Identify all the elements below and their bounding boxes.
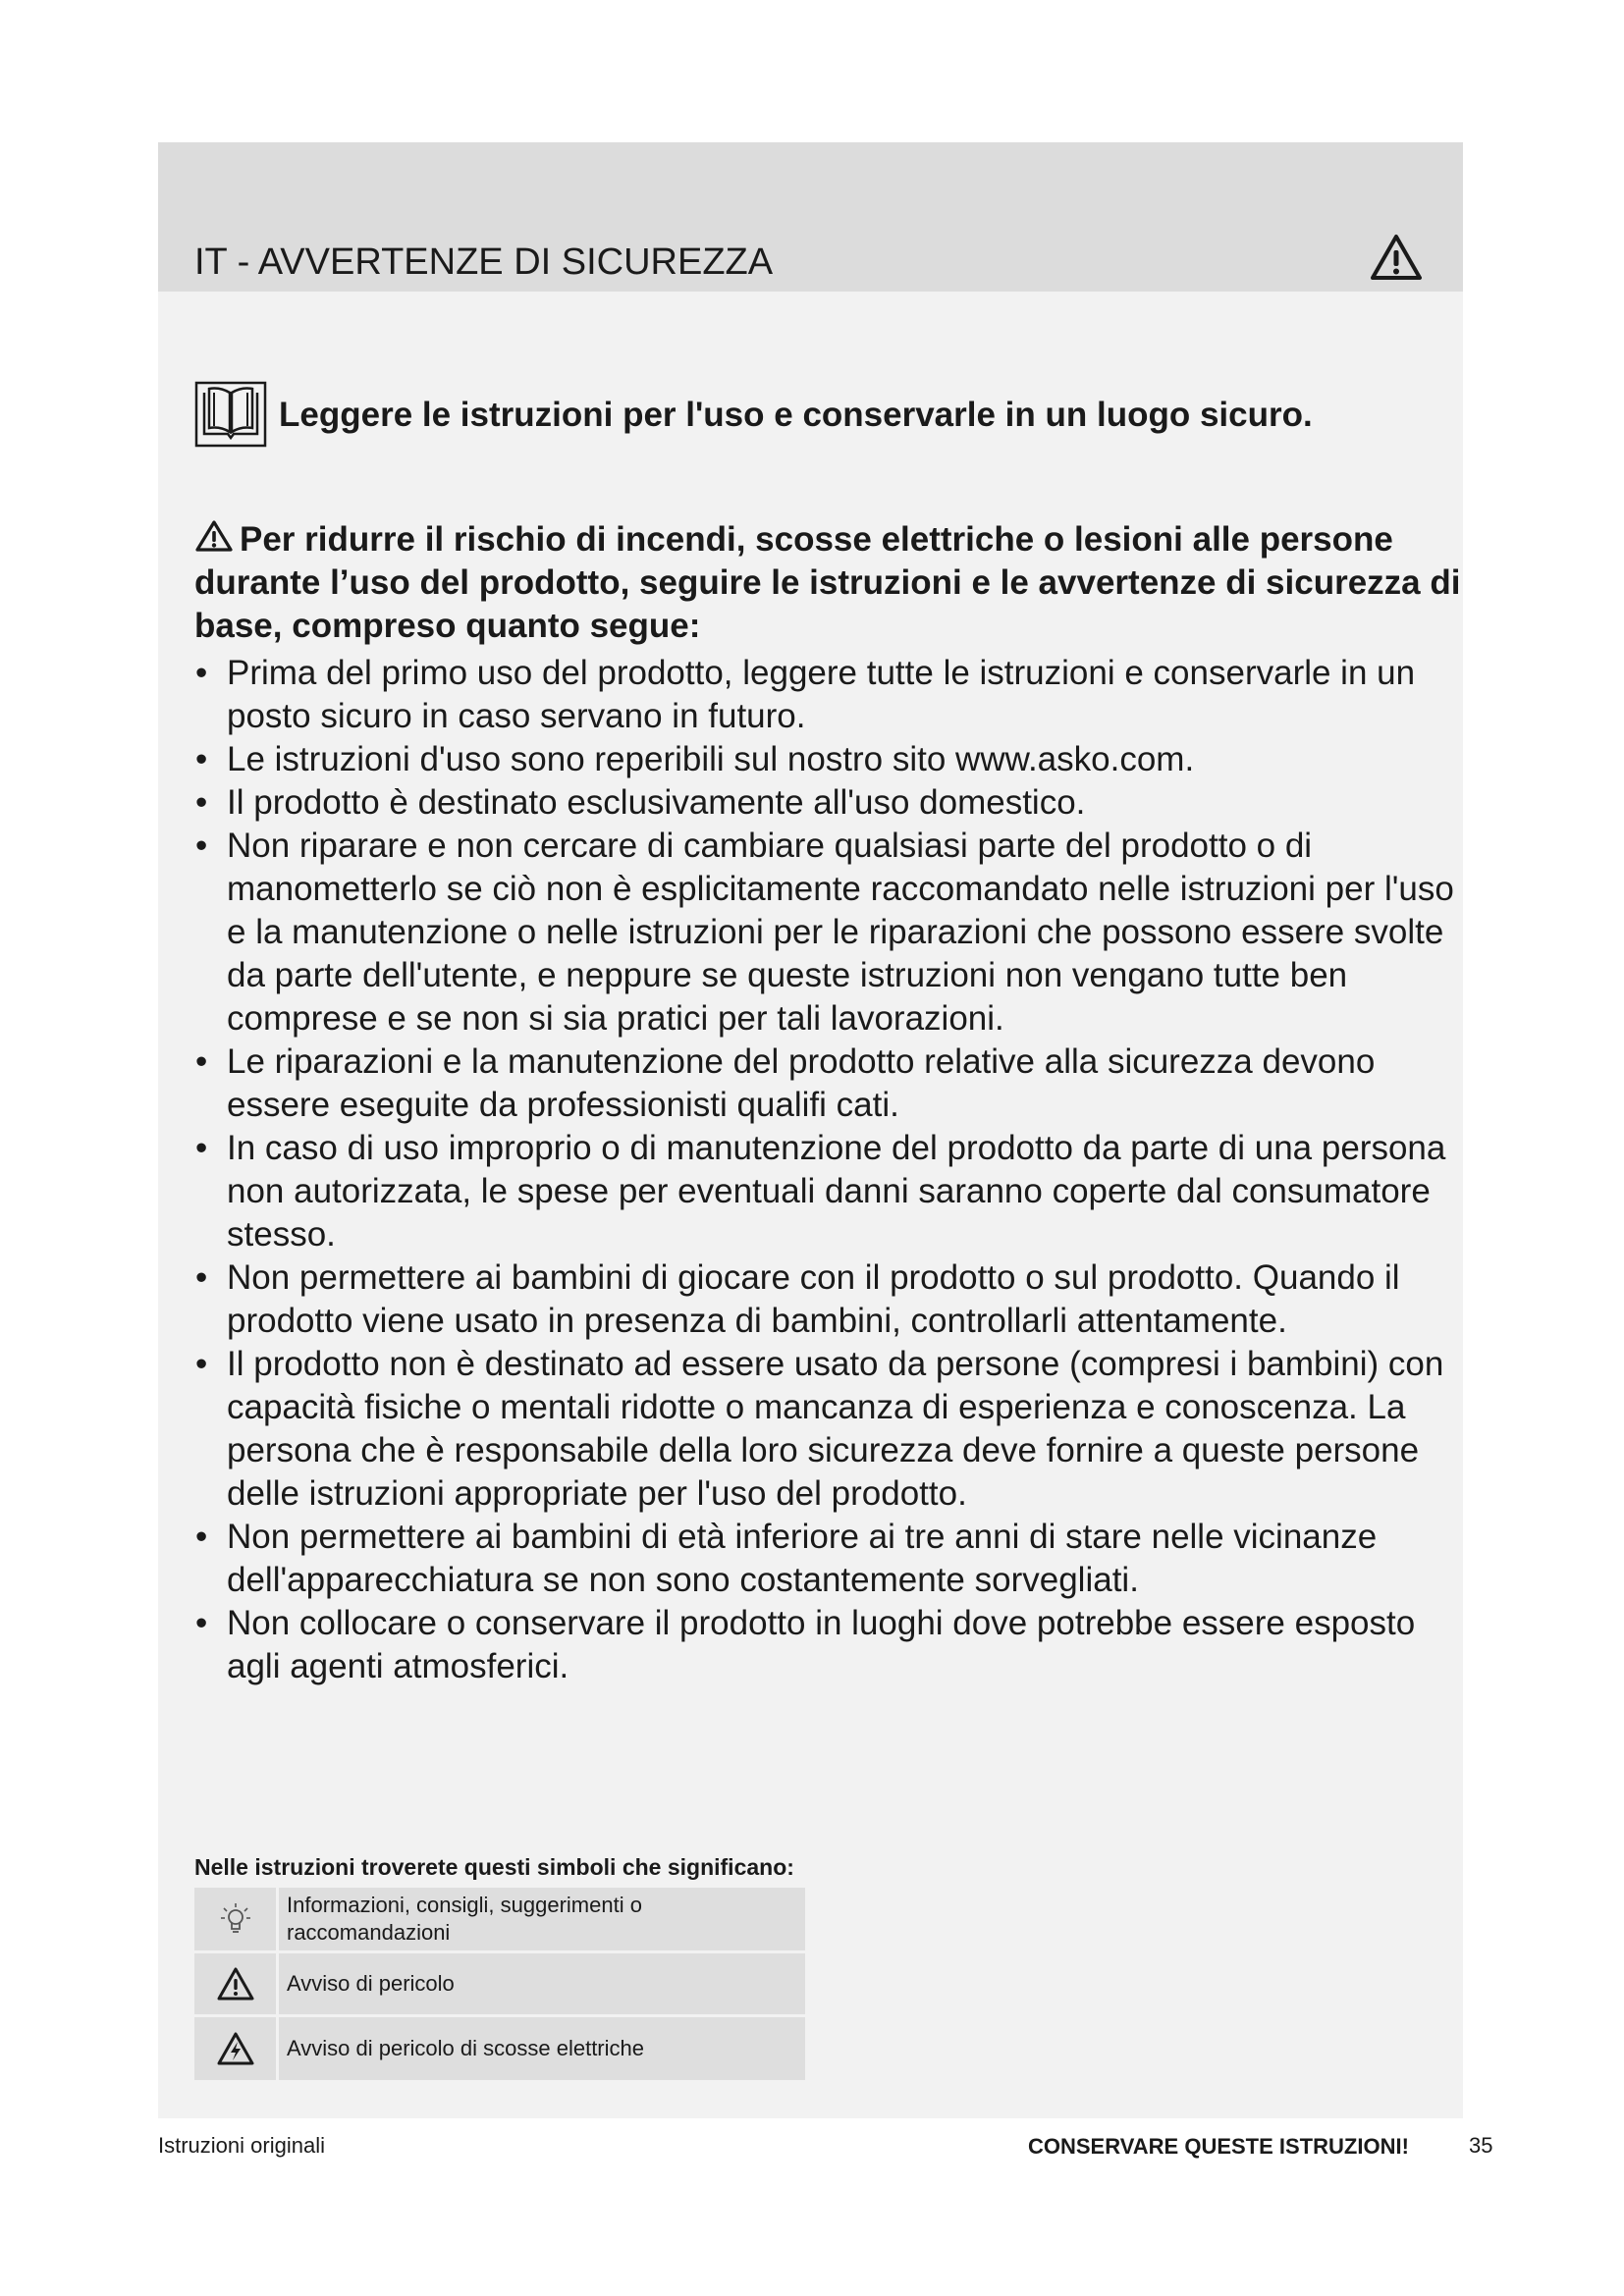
read-instructions-notice [194, 381, 1451, 450]
manual-book-icon [194, 381, 267, 448]
safety-panel [158, 142, 1463, 2118]
safety-instructions-list [194, 652, 1461, 1688]
legend-row [194, 1888, 805, 1950]
warning-triangle-icon [1369, 233, 1424, 282]
list-item: • In caso di uso improprio o di manutenzione del prodotto da parte di una persona non autorizzata, le spese per eventuali danni saranno coperte dal consumatore stesso. [194, 1127, 1461, 1256]
list-item: • Il prodotto è destinato esclusivamente all'uso domestico. [194, 781, 1461, 825]
symbols-legend-title: Nelle istruzioni troverete questi simboli che significano: [194, 1854, 794, 1880]
legend-text: Avviso di pericolo [279, 1953, 805, 2014]
safety-warning-intro [194, 518, 1461, 648]
symbols-legend-table [194, 1888, 805, 2083]
list-item: • Non riparare e non cercare di cambiare qualsiasi parte del prodotto o di manometterlo se ciò non è esplicitamente raccomandato nelle istruzioni per l'uso e la manutenzione o nelle istruzioni per le riparazioni che possono essere svolte da parte dell'utente, e neppure se queste istruzioni non vengano tutte ben comprese e se non si sia pratici per tali lavorazioni. [194, 825, 1461, 1041]
legend-text: Informazioni, consigli, suggerimenti o raccomandazioni [279, 1888, 805, 1950]
electric-warning-icon [216, 2031, 255, 2066]
safety-warning-text: Per ridurre il rischio di incendi, scosse elettriche o lesioni alle persone durante l’uso del prodotto, seguire le istruzioni e le avvertenze di sicurezza di base, compreso quanto segue: [194, 520, 1461, 645]
list-item: • Le istruzioni d'uso sono reperibili sul nostro sito www.asko.com. [194, 738, 1461, 781]
section-header [158, 142, 1463, 292]
warning-triangle-icon [216, 1966, 255, 2002]
list-item: • Non collocare o conservare il prodotto in luoghi dove potrebbe essere esposto agli agenti atmosferici. [194, 1602, 1461, 1688]
legend-row [194, 1953, 805, 2014]
section-title: IT - AVVERTENZE DI SICUREZZA [194, 241, 774, 283]
legend-icon-cell [194, 2017, 276, 2080]
footer-keep-instructions: CONSERVARE QUESTE ISTRUZIONI! [1028, 2134, 1409, 2159]
legend-icon-cell [194, 1888, 276, 1950]
page-number: 35 [1469, 2133, 1493, 2158]
legend-row [194, 2017, 805, 2080]
legend-icon-cell [194, 1953, 276, 2014]
lightbulb-icon [216, 1899, 255, 1939]
read-instructions-text: Leggere le istruzioni per l'uso e conservarle in un luogo sicuro. [279, 396, 1313, 434]
list-item: • Le riparazioni e la manutenzione del prodotto relative alla sicurezza devono essere eseguite da professionisti qualifi cati. [194, 1041, 1461, 1127]
list-item: • Il prodotto non è destinato ad essere usato da persone (compresi i bambini) con capacità fisiche o mentali ridotte o mancanza di esperienza e conoscenza. La persona che è responsabile della loro sicurezza deve fornire a queste persone delle istruzioni appropriate per l'uso del prodotto. [194, 1343, 1461, 1516]
legend-text: Avviso di pericolo di scosse elettriche [279, 2017, 805, 2080]
list-item: • Non permettere ai bambini di età inferiore ai tre anni di stare nelle vicinanze dell'apparecchiatura se non sono costantemente sorvegliati. [194, 1516, 1461, 1602]
footer-original-instructions: Istruzioni originali [158, 2133, 325, 2158]
warning-triangle-icon [194, 519, 234, 553]
list-item: • Prima del primo uso del prodotto, leggere tutte le istruzioni e conservarle in un posto sicuro in caso servano in futuro. [194, 652, 1461, 738]
list-item: • Non permettere ai bambini di giocare con il prodotto o sul prodotto. Quando il prodotto viene usato in presenza di bambini, controllarli attentamente. [194, 1256, 1461, 1343]
